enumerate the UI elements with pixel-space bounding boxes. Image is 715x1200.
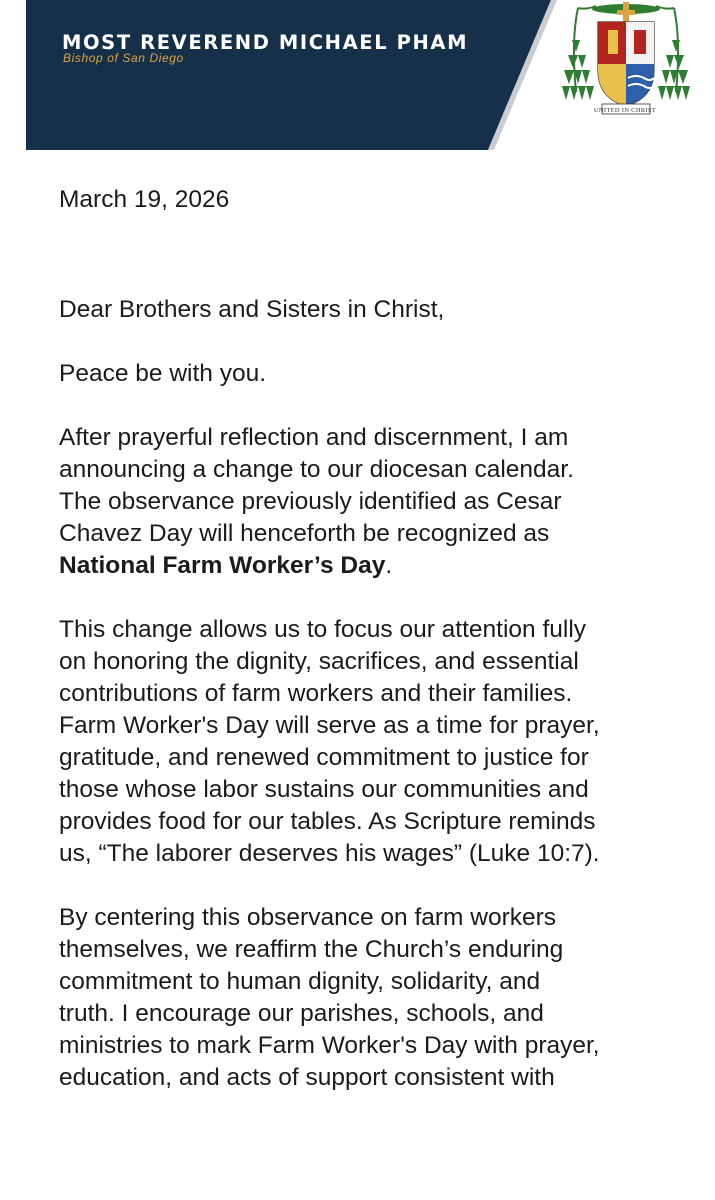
salutation: Dear Brothers and Sisters in Christ, bbox=[59, 296, 445, 323]
paragraph-announcement bbox=[59, 422, 699, 582]
text-line: provides food for our tables. As Scripture reminds bbox=[59, 808, 596, 835]
bishop-title: Bishop of San Diego bbox=[63, 51, 184, 65]
text-line: Chavez Day will henceforth be recognized as bbox=[59, 520, 550, 547]
paragraph-commitment bbox=[59, 902, 699, 1094]
text-line: truth. I encourage our parishes, schools, and bbox=[59, 1000, 544, 1027]
text-line bbox=[59, 550, 699, 582]
text-line: education, and acts of support consistent with bbox=[59, 1064, 555, 1091]
text-line: ministries to mark Farm Worker's Day with prayer, bbox=[59, 1032, 600, 1059]
greeting: Peace be with you. bbox=[59, 360, 267, 387]
text-line: The observance previously identified as Cesar bbox=[59, 488, 562, 515]
text-line: commitment to human dignity, solidarity, and bbox=[59, 968, 541, 995]
bishop-name: MOST REVEREND MICHAEL PHAM bbox=[62, 31, 469, 54]
text-line: themselves, we reaffirm the Church’s enduring bbox=[59, 936, 564, 963]
paragraph-purpose bbox=[59, 614, 699, 870]
letter-date: March 19, 2026 bbox=[59, 186, 230, 213]
text-line: contributions of farm workers and their families. bbox=[59, 680, 573, 707]
text-line: Farm Worker's Day will serve as a time for prayer, bbox=[59, 712, 600, 739]
motto-text: UNITED IN CHRIST bbox=[593, 107, 657, 114]
text-line: those whose labor sustains our communities and bbox=[59, 776, 589, 803]
letter-body bbox=[59, 184, 699, 1126]
text-line: After prayerful reflection and discernment, I am bbox=[59, 424, 569, 451]
text-line: gratitude, and renewed commitment to justice for bbox=[59, 744, 589, 771]
text-line: on honoring the dignity, sacrifices, and essential bbox=[59, 648, 579, 675]
observance-name: National Farm Worker’s Day bbox=[59, 552, 386, 579]
letterhead bbox=[26, 0, 715, 150]
text-line: announcing a change to our diocesan calendar. bbox=[59, 456, 574, 483]
text-line: By centering this observance on farm workers bbox=[59, 904, 557, 931]
period: . bbox=[385, 552, 393, 579]
text-line: us, “The laborer deserves his wages” (Luke 10:7). bbox=[59, 840, 600, 867]
text-line: This change allows us to focus our attention fully bbox=[59, 616, 587, 643]
